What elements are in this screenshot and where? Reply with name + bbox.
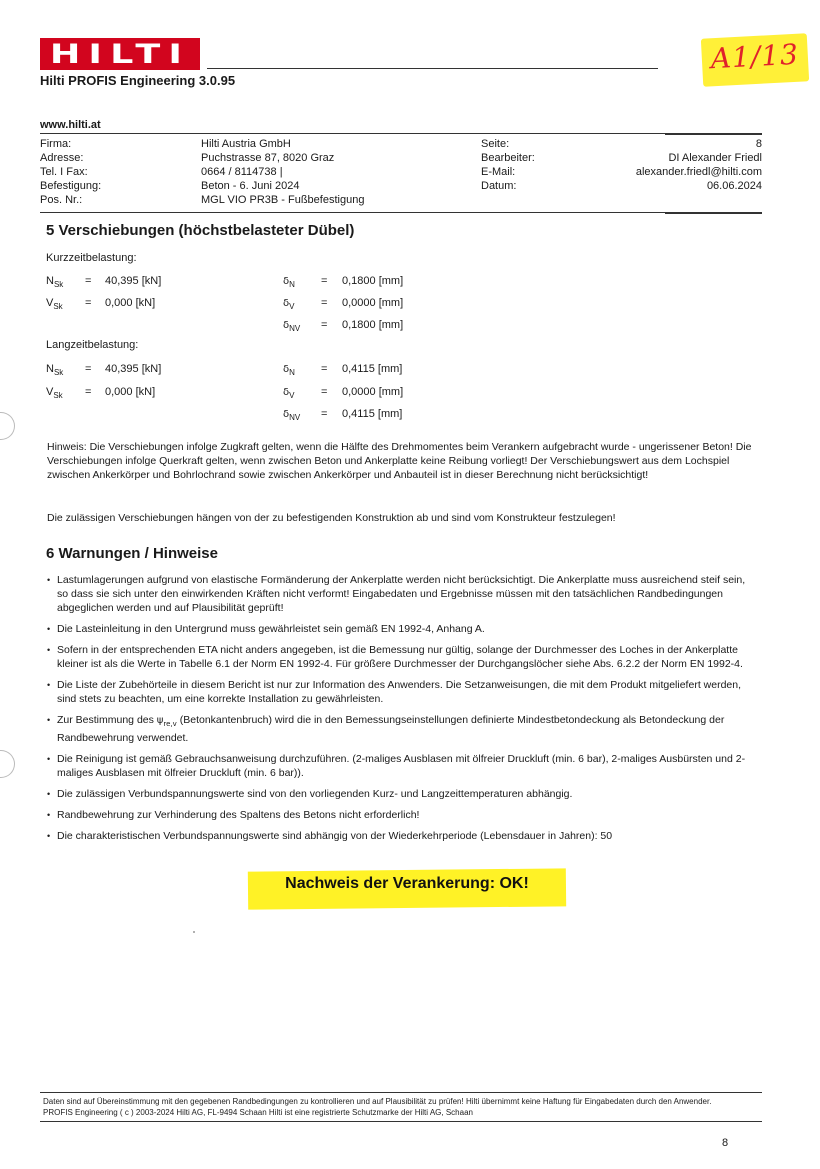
- v-sk-symbol: $V_{Sk}$: [46, 297, 63, 311]
- long-v-value: 0,000 [kN]: [105, 386, 156, 398]
- section-6-heading: 6 Warnungen / Hinweise: [46, 545, 218, 562]
- list-item: • Lastumlagerungen aufgrund von elastische Formänderung der Ankerplatte werden nicht berücksichtigt. Die Ankerplatte muss ausreichend steif sein, so dass sie sich unter den einwirkenden Kräften nicht verformt! Eingabedaten und Ergebnisse müssen mit den tatsächlichen Randbedingungen abgeglichen werden und auf Plausibilität geprüft!: [47, 573, 759, 615]
- meta-bottom-rule: [40, 212, 762, 213]
- meta-label: E-Mail:: [481, 166, 516, 178]
- meta-label: Bearbeiter:: [481, 152, 535, 164]
- short-dnv-value: 0,1800 [mm]: [342, 319, 404, 331]
- n-sk-symbol: $N_{Sk}$: [46, 363, 64, 377]
- list-item: • Die zulässigen Verbundspannungswerte sind von den vorliegenden Kurz- und Langzeittemperaturen abhängig.: [47, 787, 759, 801]
- handwritten-note: [701, 33, 809, 86]
- equals-sign: =: [321, 275, 328, 287]
- list-item: • Sofern in der entsprechenden ETA nicht anders angegeben, ist die Bemessung nur gültig, solange der Durchmesser des Loches in der Ankerplatte kleiner ist als die Werte in Tabelle 6.1 der Norm EN 1992-4. Für größere Durchmesser der Durchgangslöcher siehe Abs. 6.2.2 der Norm EN 1992-4.: [47, 643, 759, 671]
- list-item: • Randbewehrung zur Verhinderung des Spaltens des Betons nicht erforderlich!: [47, 808, 759, 822]
- app-name: Hilti PROFIS Engineering 3.0.95: [40, 73, 236, 88]
- meta-label: Tel. I Fax:: [40, 166, 88, 178]
- long-n-value: 40,395 [kN]: [105, 363, 162, 375]
- punch-hole-mark: [0, 412, 15, 440]
- short-dv-value: 0,0000 [mm]: [342, 297, 404, 309]
- page-number: 8: [722, 1137, 729, 1149]
- footer-line: PROFIS Engineering ( c ) 2003-2024 Hilti AG, FL-9494 Schaan Hilti ist eine registrierte Schutzmarke der Hilti AG, Schaan: [43, 1108, 473, 1117]
- equals-sign: =: [85, 275, 92, 287]
- meta-right-values: [560, 137, 762, 193]
- punch-hole-mark: [0, 750, 15, 778]
- list-item: • Die charakteristischen Verbundspannungswerte sind abhängig von der Wiederkehrperiode (Lebensdauer in Jahren): 50: [47, 829, 759, 843]
- position-value: MGL VIO PR3B - Fußbefestigung: [201, 194, 365, 206]
- header-rule: [207, 68, 658, 69]
- phone-value: 0664 / 8114738 |: [201, 166, 283, 178]
- n-sk-symbol: $N_{Sk}$: [46, 275, 64, 289]
- delta-n-symbol: $\delta_N$: [283, 276, 295, 289]
- verdict-text: Nachweis der Verankerung: OK!: [285, 875, 529, 892]
- fastening-value: Beton - 6. Juni 2024: [201, 180, 300, 192]
- short-term-label: Kurzzeitbelastung:: [46, 252, 137, 264]
- handwritten-note-text: A1/13: [709, 37, 800, 76]
- allowed-displacement-note: Die zulässigen Verschiebungen hängen von der zu befestigenden Konstruktion ab und sind vom Konstrukteur festzulegen!: [47, 512, 616, 524]
- website-link[interactable]: www.hilti.at: [40, 119, 101, 131]
- logo-text: HILTI: [49, 38, 191, 70]
- list-item: • Die Liste der Zubehörteile in diesem Bericht ist nur zur Information des Anwenders. Die Setzanweisungen, die mit dem Produkt mitgeliefert werden, sind stets zu beachten, um eine korrekte Installation zu gewährleisten.: [47, 678, 759, 706]
- meta-label: Seite:: [481, 138, 510, 150]
- equals-sign: =: [85, 386, 92, 398]
- equals-sign: =: [321, 363, 328, 375]
- long-dn-value: 0,4115 [mm]: [342, 363, 403, 375]
- short-dn-value: 0,1800 [mm]: [342, 275, 404, 287]
- meta-label: Pos. Nr.:: [40, 194, 83, 206]
- short-v-value: 0,000 [kN]: [105, 297, 156, 309]
- section-5-heading: 5 Verschiebungen (höchstbelasteter Dübel): [46, 222, 355, 239]
- v-sk-symbol: $V_{Sk}$: [46, 386, 63, 400]
- short-n-value: 40,395 [kN]: [105, 275, 162, 287]
- list-item: • Zur Bestimmung des $\psi_{re,v}$ (Betonkantenbruch) wird die in den Bemessungseinstellungen definierte Mindestbetondeckung als Betondeckung der Randbewehrung verwendet.: [47, 713, 759, 745]
- delta-v-symbol: $\delta_V$: [283, 298, 295, 311]
- meta-label: Datum:: [481, 180, 517, 192]
- equals-sign: =: [321, 386, 328, 398]
- hilti-logo: [40, 38, 200, 70]
- list-item: • Die Lasteinleitung in den Untergrund muss gewährleistet sein gemäß EN 1992-4, Anhang A.: [47, 622, 759, 636]
- footer-top-rule: [40, 1092, 762, 1093]
- equals-sign: =: [321, 297, 328, 309]
- address-value: Puchstrasse 87, 8020 Graz: [201, 152, 335, 164]
- meta-left-values: [201, 137, 364, 207]
- meta-top-rule-right: [665, 133, 762, 135]
- meta-label: Adresse:: [40, 152, 84, 164]
- meta-top-rule: [40, 133, 762, 134]
- long-term-label: Langzeitbelastung:: [46, 339, 139, 351]
- equals-sign: =: [85, 363, 92, 375]
- delta-n-symbol: $\delta_N$: [283, 364, 295, 377]
- list-item: • Die Reinigung ist gemäß Gebrauchsanweisung durchzuführen. (2-maliges Ausblasen mit ölfreier Druckluft (min. 6 bar), 2-maliges Ausbürsten und 2-maliges Ausblasen mit ölfreier Druckluft (min. 6 bar)).: [47, 752, 759, 780]
- delta-nv-symbol: $\delta_{NV}$: [283, 320, 301, 333]
- meta-label: Firma:: [40, 138, 72, 150]
- warnings-list: [47, 573, 759, 850]
- psi-symbol: $\psi_{re,v}$: [156, 715, 177, 728]
- long-dv-value: 0,0000 [mm]: [342, 386, 404, 398]
- meta-left-labels: [40, 137, 101, 207]
- meta-label: Befestigung:: [40, 180, 102, 192]
- date-value: 06.06.2024: [706, 180, 762, 192]
- meta-right-labels: [481, 137, 535, 193]
- equals-sign: =: [85, 297, 92, 309]
- scan-speck: [193, 931, 195, 933]
- email-value[interactable]: alexander.friedl@hilti.com: [635, 166, 762, 178]
- delta-nv-symbol: $\delta_{NV}$: [283, 409, 301, 422]
- displacement-note: Hinweis: Die Verschiebungen infolge Zugkraft gelten, wenn die Hälfte des Drehmomentes beim Verankern aufgebracht wurde - ungerissener Beton! Die Verschiebungen infolge Querkraft gelten, wenn zwischen Beton und Ankerplatte keine Reibung vorliegt! Der Verschiebungswert aus dem Lochspiel zwischen Ankerkörper und Bohrlochrand sowie zwischen Ankerkörper und Anbauteil ist in dieser Berechnung nicht berücksichtigt!: [47, 441, 752, 481]
- meta-bottom-rule-right: [665, 212, 762, 214]
- equals-sign: =: [321, 319, 328, 331]
- equals-sign: =: [321, 408, 328, 420]
- footer-line: Daten sind auf Übereinstimmung mit den gegebenen Randbedingungen zu kontrollieren und auf Plausibilität zu prüfen! Hilti übernimmt keine Haftung für Eingabedaten durch den Anwender.: [43, 1097, 712, 1106]
- delta-v-symbol: $\delta_V$: [283, 387, 295, 400]
- long-dnv-value: 0,4115 [mm]: [342, 408, 403, 420]
- footer-disclaimer: [43, 1096, 759, 1118]
- footer-bottom-rule: [40, 1121, 762, 1122]
- author-value: DI Alexander Friedl: [668, 152, 762, 164]
- company-value: Hilti Austria GmbH: [201, 138, 291, 150]
- page-value: 8: [755, 138, 762, 150]
